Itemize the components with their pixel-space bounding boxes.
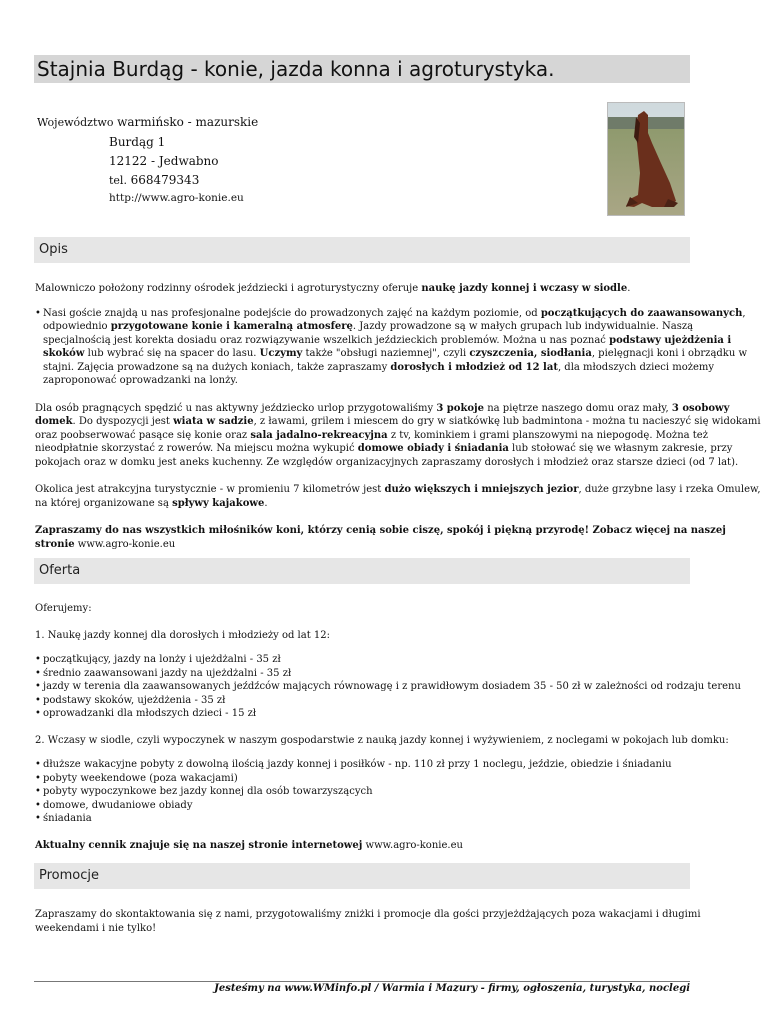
opis-paragraph-area [35,483,761,510]
text-bold: 3 pokoje [436,402,485,414]
text: odpowiednio [43,321,111,332]
text: specjalnością jest korekta dosiadu oraz rozwiązywanie wszelkich jeździeckich problemów. Można u nas poznać [43,334,610,346]
line [35,402,730,416]
text: oraz poobserwować pasące się konie oraz [35,429,251,441]
line [43,347,748,361]
list-item: • podstawy skoków, ujeżdżenia - 35 zł [35,694,690,708]
text: Malowniczo położony rodzinny ośrodek jeździecki i agroturystyczny oferuje [35,283,422,294]
postal-row [109,154,219,168]
line [35,483,761,497]
text: na której organizowane są [35,497,173,509]
line [35,538,690,552]
list-item [35,307,748,388]
text: stajni. Zajęcia prowadzone są na dużych koniach, także zapraszamy [43,361,391,373]
section-header-opis [34,237,690,263]
text-bold: dorosłych i młodzież od 12 lat [390,361,558,373]
list-item: • domowe, dwudaniowe obiady [35,799,690,813]
text: , pielęgnacji koni i obrządku w [591,348,748,359]
oferta-list-2 [35,758,690,826]
street-value: Burdąg 1 [109,135,166,149]
text: . [264,497,268,509]
text-bold: początkujących do zaawansowanych [540,307,743,319]
text-bold: podstawy ujeżdżenia i [609,334,732,346]
text: z tv, kominkiem i grami planszowymi na niepogodę. Można też [387,429,708,441]
footer-text[interactable]: Jesteśmy na www.WMinfo.pl / Warmia i Mazury - firmy, ogłoszenia, turystyka, noclegi [214,983,690,994]
opis-content [35,282,761,551]
line [35,456,739,470]
phone-row [109,173,199,187]
list-item: • dłuższe wakacyjne pobyty z dowolną ilością jazdy konnej i posiłków - np. 110 zł przy 1 noclegu, jeździe, obiedzie i śniadaniu [35,758,690,772]
text: , [742,307,746,319]
text-bold: Uczymy [259,348,303,359]
text: pokojach oraz w domku jest aneks kuchenny. Ze względów organizacyjnych zapraszamy dorosłych i młodzież oraz starsze dzieci (od 7 lat). [35,456,739,468]
list-item: • pobyty weekendowe (poza wakacjami) [35,772,690,786]
line [43,307,746,321]
text: . [627,283,631,294]
line [43,334,732,348]
text-bold: przygotowane konie i kameralną atmosferę [110,321,353,332]
horse-sitting-photo-icon [608,103,684,215]
promocje-line-1: Zapraszamy do skontaktowania się z nami, przygotowaliśmy zniżki i promocje dla gości przyjeżdżających poza wakacjami i długimi [35,909,701,920]
section-title-opis: Opis [39,242,68,257]
text: lub stołować się we własnym zakresie, przy [508,443,733,454]
text-bold: skoków [43,348,85,359]
website-link[interactable]: www.agro-konie.eu [362,839,463,851]
list-item: • oprowadzanki dla młodszych dzieci - 15 zł [35,707,690,721]
text-bold: domowe obiady i śniadania [357,443,509,454]
line [43,374,690,388]
footer-divider [34,981,690,982]
line [35,524,726,538]
section-header-oferta [34,558,690,584]
line [35,429,708,443]
oferta-intro: Oferujemy: [35,603,92,614]
phone-label: tel. [109,174,127,187]
phone-value: 668479343 [130,173,200,187]
website-link[interactable]: http://www.agro-konie.eu [109,192,244,204]
line [35,497,690,511]
text: na piętrze naszego domu oraz mały, [484,402,672,414]
section-header-promocje [34,863,690,889]
text-bold: czyszczenia, siodłania [469,348,592,359]
horse-photo [607,102,685,216]
text: , z ławami, grilem i miescem do gry w siatkówkę lub badmintona - można tu nacieszyć się widokami [253,416,761,427]
text-bold: domek [35,416,73,427]
opis-intro [35,282,690,296]
text: , duże grzybne lasy i rzeka Omulew, [578,484,761,495]
promocje-content [35,908,701,935]
website-link[interactable]: www.agro-konie.eu [74,538,176,550]
text: , dla młodszych dzieci możemy [557,361,715,373]
text: Dla osób pragnących spędzić u nas aktywny jeździecko urlop przygotowaliśmy [35,402,437,414]
oferta-heading-1: 1. Naukę jazdy konnej dla dorosłych i młodzieży od lat 12: [35,629,331,641]
street-row [109,135,165,149]
list-item: • śniadania [35,812,690,826]
line [35,415,761,429]
line [35,442,733,456]
list-item: • średnio zaawansowani jazdy na ujeżdżalni - 35 zł [35,667,690,681]
section-title-oferta: Oferta [39,563,81,578]
oferta-pricelist-note [35,839,690,853]
text: lub wybrać się na spacer do lasu. [84,348,260,359]
promocje-line-2: weekendami i nie tylko! [35,922,157,934]
text: nieodpłatnie skorzystać z rowerów. Na miejscu można wykupić [35,443,358,454]
list-item: • początkujący, jazdy na lonży i ujeżdżalni - 35 zł [35,653,690,667]
voivodeship-value: warmińsko - mazurskie [117,115,259,129]
text-bold: stronie [35,538,75,550]
postal-value: 12122 - Jedwabno [109,154,219,168]
line [43,361,715,375]
opis-paragraph-accommodation [35,402,761,470]
text-bold: Aktualny cennik znajuje się na naszej stronie internetowej [35,839,363,851]
website-row [109,192,244,204]
text-bold: Zapraszamy do nas wszystkich miłośników koni, którzy cenią sobie ciszę, spokój i piękną przyrodę! Zobacz więcej na naszej [35,525,726,536]
oferta-list-1 [35,653,741,721]
title-bar [34,55,690,83]
opis-bullet-list [35,307,748,388]
voivodeship-label: Województwo [37,116,114,129]
text-bold: sala jadalno-rekreacyjna [250,429,388,441]
text: zaproponować oprowadzanki na lonży. [43,375,238,386]
text: . Jazdy prowadzone są w małych grupach lub indywidualnie. Naszą [352,321,694,332]
text-bold: dużo większych i mniejszych jezior [384,484,579,495]
list-item: • jazdy w terenia dla zaawansowanych jeźdźców mających równowagę i z prawidłowym dosiadem 35 - 50 zł w zależności od rodzaju terenu [35,680,690,694]
text: . Do dyspozycji jest [72,416,174,427]
text-bold: naukę jazdy konnej i wczasy w siodle [421,283,628,294]
text: Nasi goście znajdą u nas profesjonalne podejście do prowadzonych zajęć na każdym poziomie, od [43,307,541,319]
section-title-promocje: Promocje [39,868,99,883]
opis-invitation [35,524,726,551]
text: Okolica jest atrakcyjna turystycznie - w promieniu 7 kilometrów jest [35,484,385,495]
text-bold: spływy kajakowe [172,497,265,509]
line [43,320,694,334]
text: także "obsługi naziemnej", czyli [302,348,470,359]
list-item: • pobyty wypoczynkowe bez jazdy konnej dla osób towarzyszących [35,785,690,799]
oferta-heading-2: 2. Wczasy w siodle, czyli wypoczynek w naszym gospodarstwie z nauką jazdy konnej i wyżywieniem, z noclegami w pokojach lub domku: [35,734,729,746]
voivodeship-row [37,115,258,129]
oferta-content [35,602,741,852]
text-bold: 3 osobowy [671,402,730,414]
text-bold: wiata w sadzie [173,416,254,427]
page-title: Stajnia Burdąg - konie, jazda konna i agroturystyka. [37,57,555,81]
